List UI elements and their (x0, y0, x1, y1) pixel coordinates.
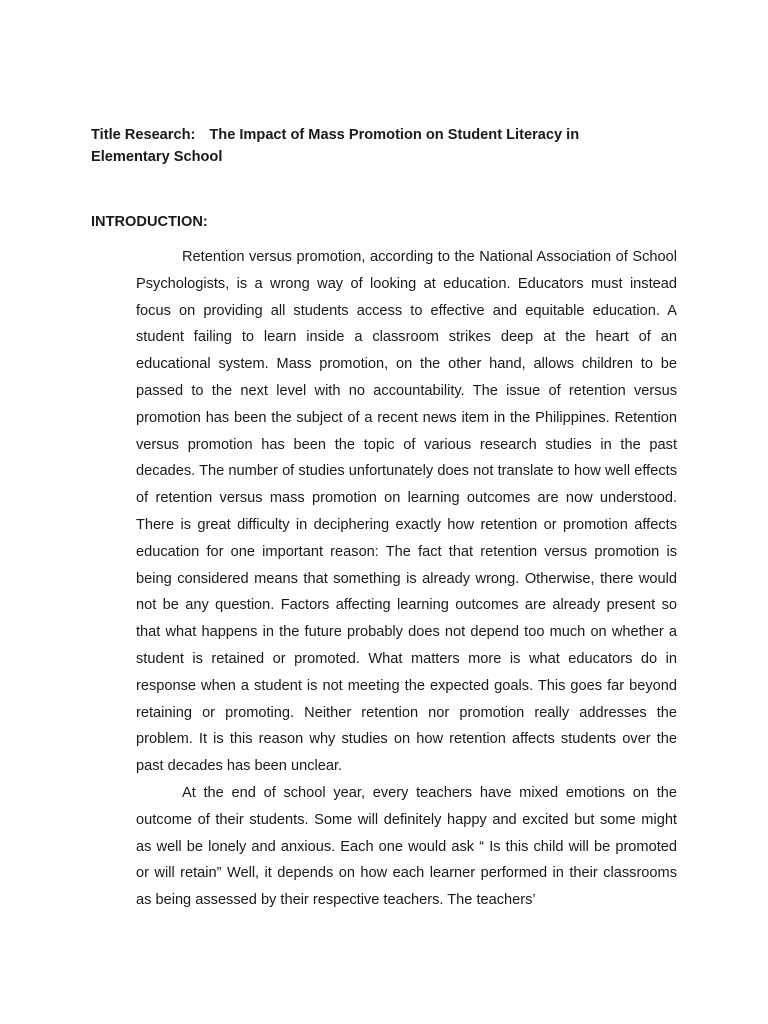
document-title (91, 124, 651, 168)
title-label: Title Research: (91, 127, 196, 143)
section-heading: INTRODUCTION: (91, 214, 208, 230)
paragraph-2: At the end of school year, every teachers have mixed emotions on the outcome of their students. Some will definitely happy and excited but some might as well be lonely and anxious. Each one would ask “ Is this child will be promoted or will retain” Well, it depends on how each learner performed in their classrooms as being assessed by their respective teachers. The teachers’ (136, 784, 677, 909)
title-text: The Impact of Mass Promotion on Student Literacy in Elementary School (91, 127, 580, 165)
introduction-body (136, 244, 677, 914)
paragraph-1: Retention versus promotion, according to the National Association of School Psychologists, is a wrong way of looking at education. Educators must instead focus on providing all students access to effective and equitable education. A student failing to learn inside a classroom strikes deep at the heart of an educational system. Mass promotion, on the other hand, allows children to be passed to the next level with no accountability. The issue of retention versus promotion has been the subject of a recent news item in the Philippines. Retention versus promotion has been the topic of various research studies in the past decades. The number of studies unfortunately does not translate to how well effects of retention versus mass promotion on learning outcomes are now understood. There is great difficulty in deciphering exactly how retention or promotion affects education for one important reason: The fact that retention versus promotion is being considered means that something is already wrong. Otherwise, there would not be any question. Factors affecting learning outcomes are already present so that what happens in the future probably does not depend too much on whether a student is retained or promoted. What matters more is what educators do in response when a student is not meeting the expected goals. This goes far beyond retaining or promoting. Neither retention nor promotion really addresses the problem. It is this reason why studies on how retention affects students over the past decades has been unclear. (136, 249, 677, 775)
